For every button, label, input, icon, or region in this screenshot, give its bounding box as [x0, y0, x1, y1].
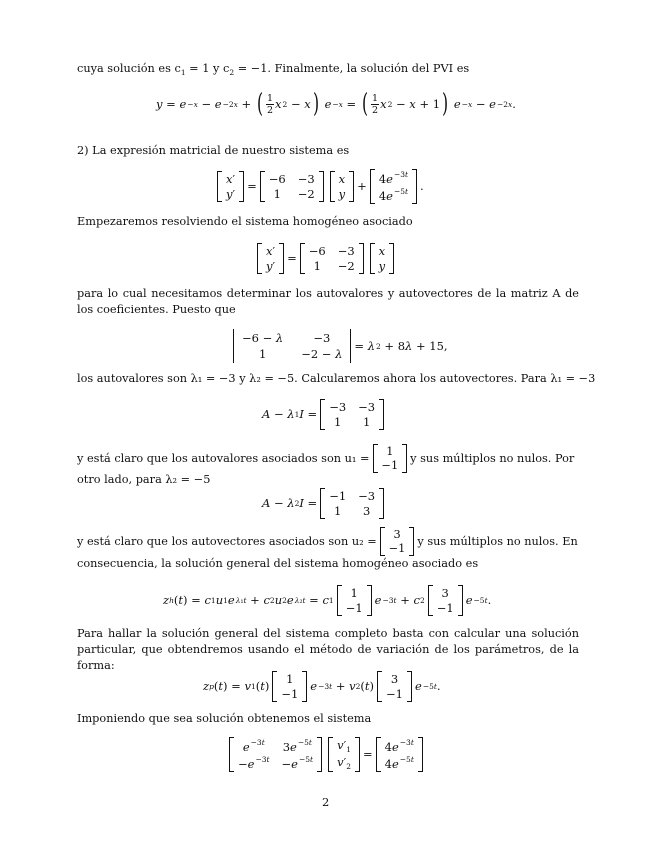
paragraph-pvi-intro: cuya solución es $c_1 = 1$ y $c_2 = -1$. Finalmente, la solución del PVI es: [77, 62, 470, 77]
equation-matrix-system: x′ y′ = −6 −3 1 −2 x y + $4e^{-3t}$ $4e^{-5t}$ .: [214, 168, 424, 204]
page-number: 2: [322, 795, 330, 809]
paragraph-eigen-intro: para lo cual necesitamos determinar los autovalores y autovectores de la matriz A de los coeficientes. Puesto que: [77, 287, 579, 316]
paragraph-eigenvalues: los autovalores son λ₁ = −3 y λ₂ = −5. Calcularemos ahora los autovectores. Para λ₁ = −3: [77, 372, 596, 385]
paragraph-eigenvector-2: y está claro que los autovectores asociados son u₂ = 3 −1 y sus múltiplos no nulos. En: [77, 527, 578, 555]
paragraph-impose: Imponiendo que sea solución obtenemos el sistema: [77, 712, 372, 725]
equation-zh: z h ( t ) = c 1 u 1 e λ₁t + c 2 u 2 e λ₂t = c 1 1 −1 e −3t + c 2 3 −1 e −5t .: [163, 585, 492, 615]
paragraph-particular: Para hallar la solución general del sistema completo basta con calcular una solución particular, que obtendremos usando el método de variación de los parámetros, de la forma:: [77, 627, 579, 672]
paragraph-eigenvector-1: y está claro que los autovalores asociados son u₁ = 1 −1 y sus múltiplos no nulos. Por: [77, 444, 575, 472]
equation-pvi-solution: y = e −x − e −2x + ( $\frac{1}{2}$ x 2 − x ) e −x = ( $\frac{1}{2}$ x 2 − x + 1 ) e −x − e −2x .: [156, 89, 516, 119]
equation-a-minus-l2: A − λ 2 I = −1 −3 1 3: [262, 485, 387, 521]
equation-homogeneous: x′ y′ = −6 −3 1 −2 x y: [254, 240, 397, 276]
equation-characteristic: −6 − λ −3 1 −2 − λ = λ 2 + 8 λ + 15,: [230, 328, 448, 364]
equation-zp: z p ( t ) = v 1 ( t ) 1 −1 e −3t + v 2 ( t ) 3 −1 e −5t .: [203, 671, 441, 701]
paragraph-general-homogeneous: consecuencia, la solución general del sistema homogéneo asociado es: [77, 557, 479, 570]
paragraph-homogeneous: Empezaremos resolviendo el sistema homogéneo asociado: [77, 215, 413, 228]
paragraph-lambda2: otro lado, para λ₂ = −5: [77, 473, 211, 486]
equation-variation-system: $e^{-3t}$ $3e^{-5t}$ $-e^{-3t}$ $-e^{-5t}$ $v'_1$ $v'_2$ = $4e^{-3t}$ $4e^{-5t}$: [226, 736, 426, 772]
paragraph-matrix-expression: 2) La expresión matricial de nuestro sistema es: [77, 144, 350, 157]
equation-a-minus-l1: A − λ 1 I = −3 −3 1 1: [262, 396, 387, 432]
